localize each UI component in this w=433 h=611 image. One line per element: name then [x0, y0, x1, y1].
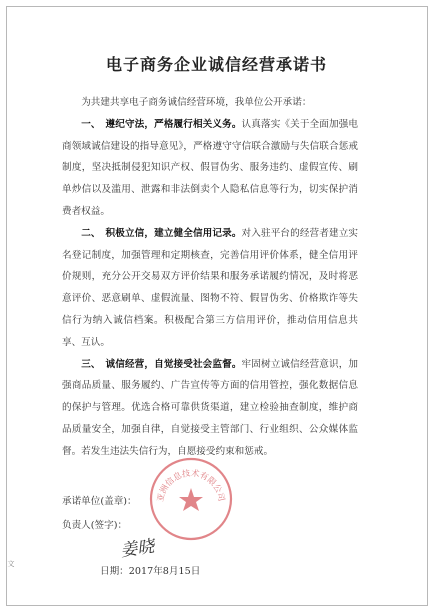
section-1 [62, 114, 358, 223]
section-3-text: 牢固树立诚信经营意识，加强商品质量、服务履约、广告宣传等方面的信用管控，强化数据信息的保护与管理。优选合格可靠供货渠道，建立检验抽查制度，维护商品质量安全，加强自律，自觉接受主管部门、行业组织、公众媒体监督。若发生违法失信行为，自愿接受约束和惩戒。 [62, 358, 359, 457]
section-2-text: 对入驻平台的经营者建立实名登记制度，加强管理和定期核查，完善信用评价体系，健全信用评价规则，充分公开交易双方评价结果和服务承诺履约情况，及时将恶意评价、恶意刷单、虚假流量、图物不符、假冒伪劣、价格欺诈等失信行为纳入诚信档案。积极配合第三方信用评价，推动信用信息共享、互认。 [62, 227, 359, 348]
date-value: 2017年8月15日 [128, 566, 201, 577]
signing-unit-label: 承诺单位(盖章)： [62, 496, 137, 507]
responsible-person-label: 负责人(签字)： [62, 520, 128, 531]
company-seal-stamp [148, 456, 234, 542]
section-1-heading: 一、 遵纪守法，严格履行相关义务。 [81, 118, 242, 130]
section-3-heading: 三、 诚信经营，自觉接受社会监督。 [81, 358, 242, 370]
date-label: 日期： [100, 566, 129, 577]
section-3 [62, 354, 358, 463]
section-1-text: 认真落实《关于全面加强电商领域诚信建设的指导意见》，严格遵守守信联合激励与失信联合惩戒制度，坚决抵制侵犯知识产权、假冒伪劣、服务违约、虚假宣传、刷单炒信以及滥用、泄露和非法倒卖个人隐私信息等行为，切实保护消费者权益。 [62, 118, 359, 217]
document-title: 电子商务企业诚信经营承诺书 [105, 55, 327, 74]
margin-mark: 文 [7, 560, 15, 567]
date-line [100, 563, 200, 577]
document-body [62, 92, 358, 463]
section-2-heading: 二、 积极立信，建立健全信用记录。 [81, 227, 242, 239]
handwritten-signature: 姜晓 [119, 536, 156, 562]
intro-paragraph: 为共建共享电子商务诚信经营环境，我单位公开承诺： [81, 97, 312, 108]
svg-text:亚洲信息技术有限公司: 亚洲信息技术有限公司 [154, 467, 227, 503]
section-2 [62, 223, 358, 354]
